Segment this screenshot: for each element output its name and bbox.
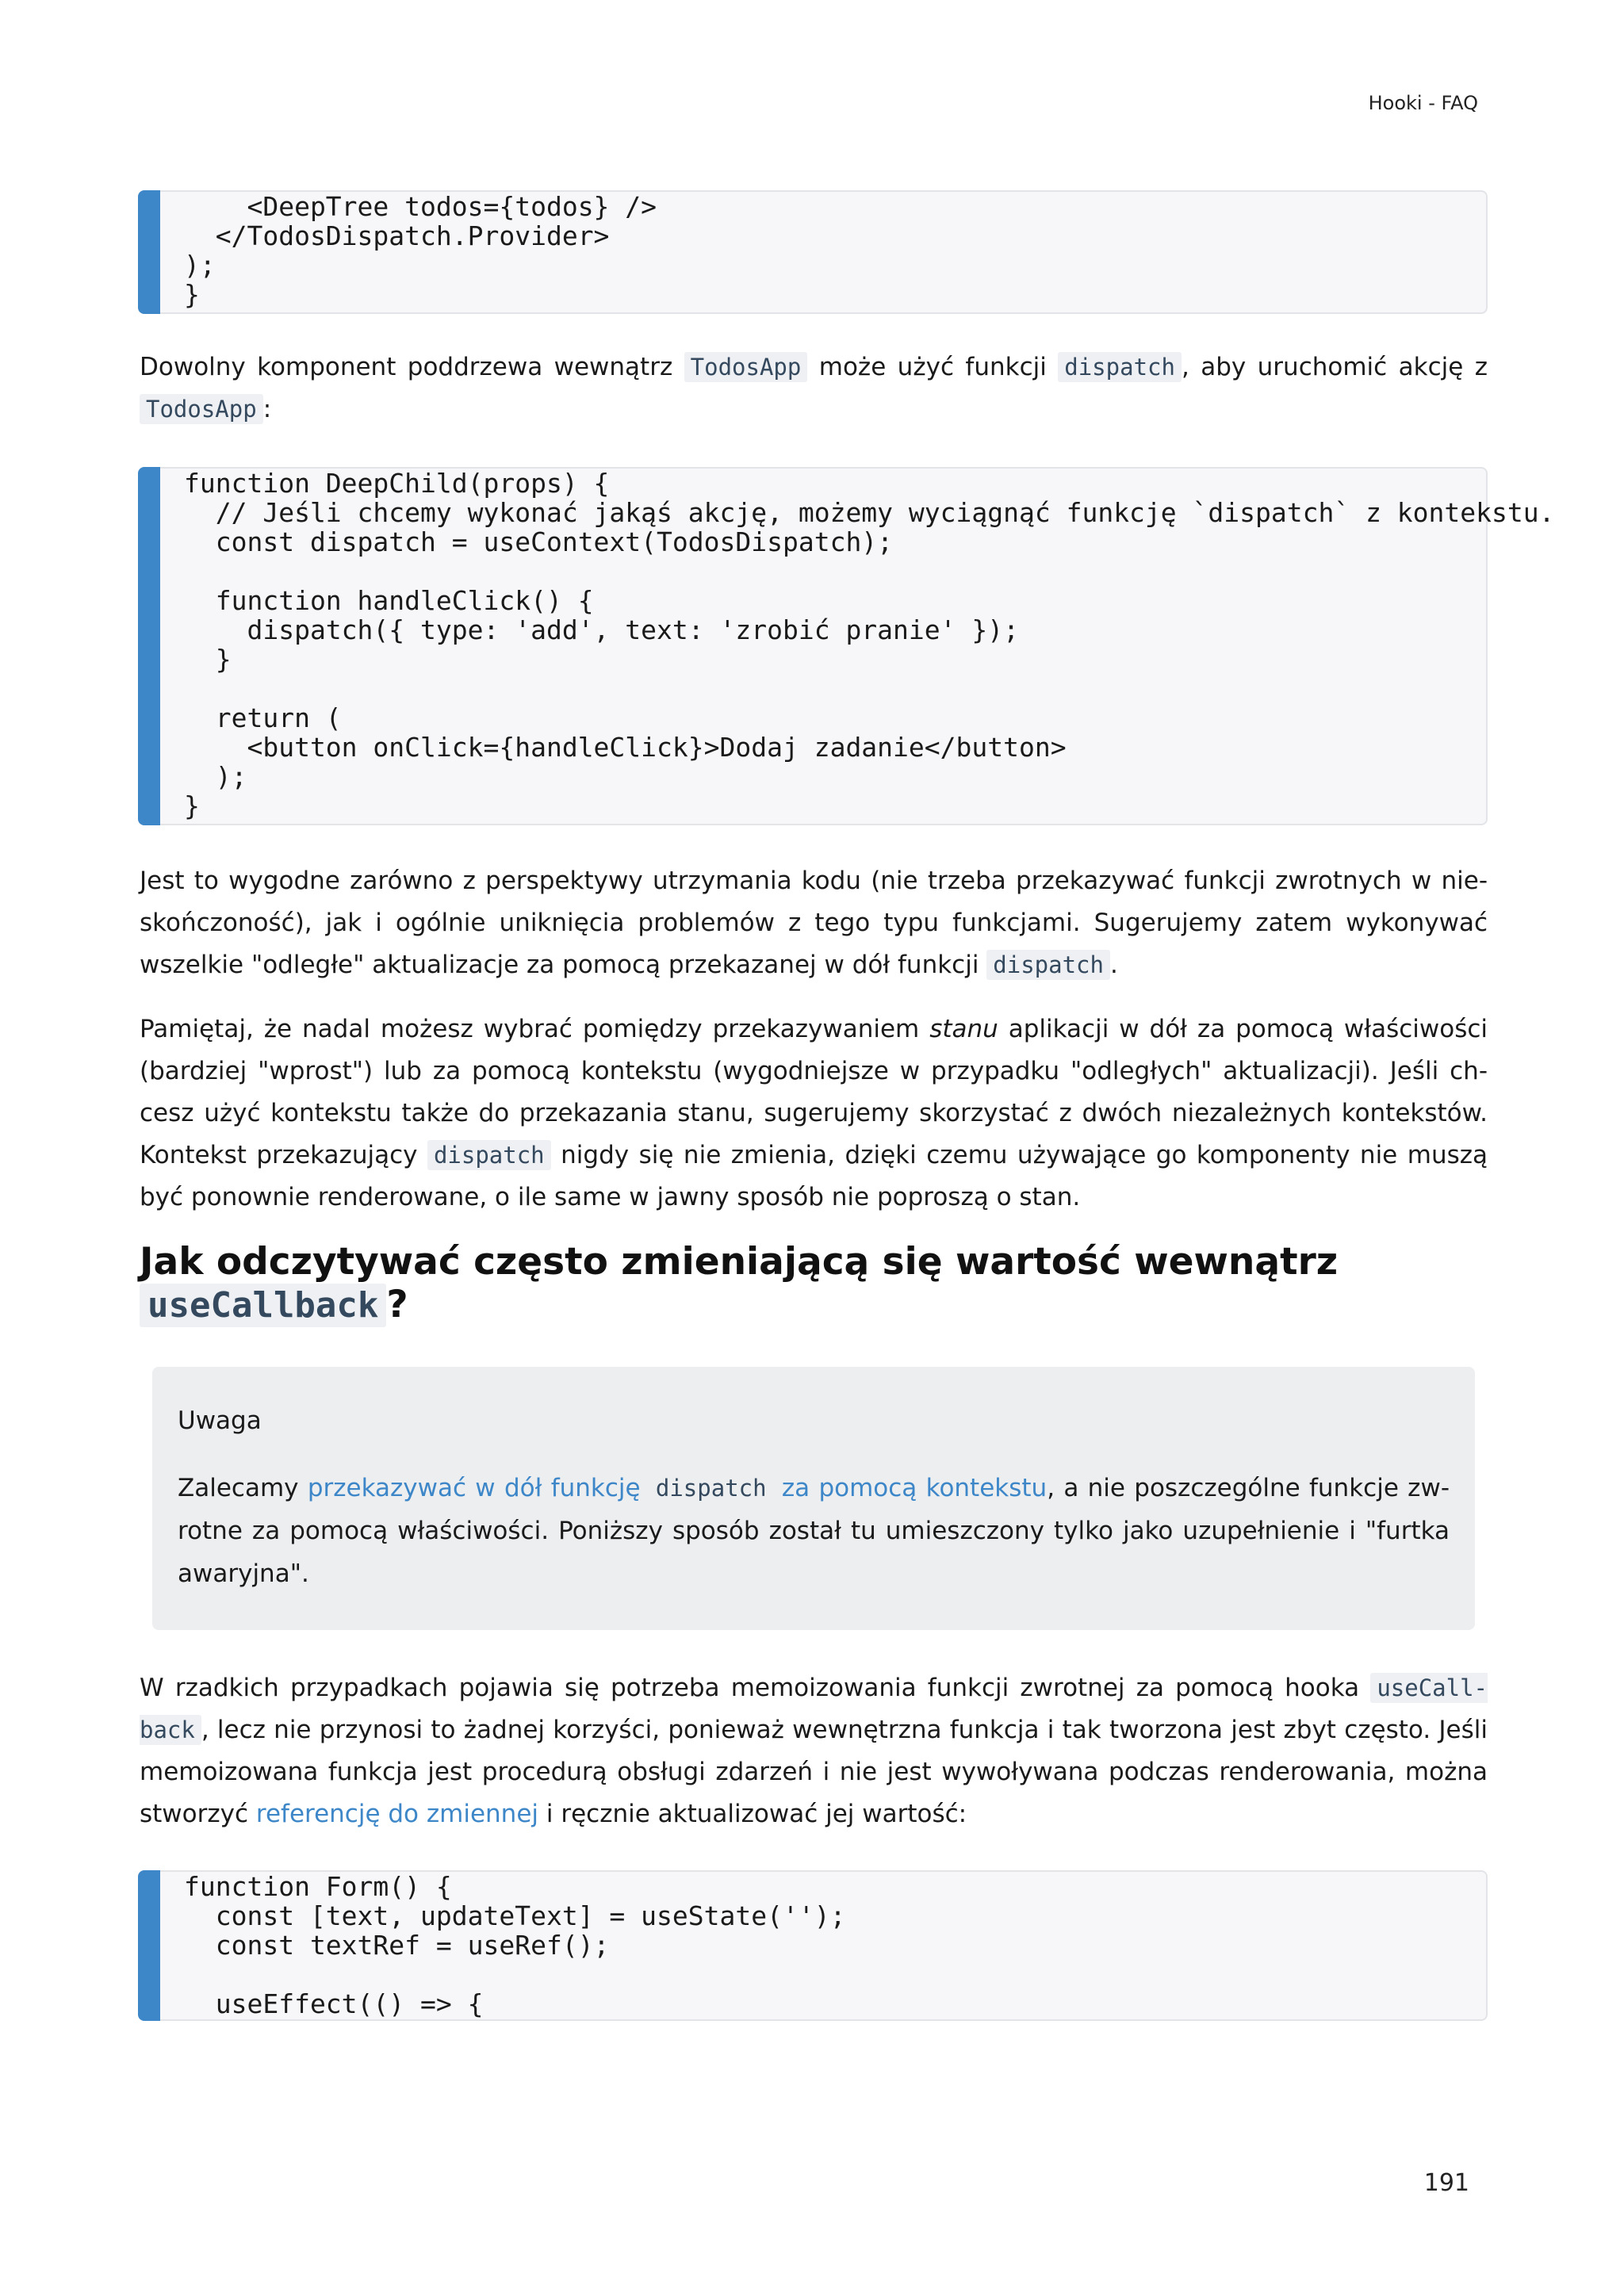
paragraph-intro	[140, 346, 1488, 430]
note-title: Uwaga	[178, 1406, 262, 1435]
code-line: <button onClick={handleClick}>Dodaj zadanie</button>	[184, 732, 1067, 763]
code-line: <DeepTree todos={todos} />	[184, 191, 657, 222]
code-line: useEffect(() => {	[184, 1988, 484, 2019]
inline-code: TodosApp	[140, 394, 263, 424]
code-listing	[140, 192, 1486, 309]
inline-code: useCallback	[140, 1284, 386, 1327]
code-block-deeptree	[138, 190, 1488, 314]
code-line: );	[184, 761, 247, 792]
code-line: dispatch({ type: 'add', text: 'zrobić pranie' });	[184, 614, 1019, 645]
page-number: 191	[1423, 2169, 1469, 2197]
text-span: W rzadkich przypadkach pojawia się potrzeba memoizowania funkcji zwrotnej za pomocą hooka	[140, 1674, 1371, 1702]
code-line	[184, 557, 1486, 586]
inline-code: dispatch	[1058, 352, 1182, 382]
heading-text: ?	[386, 1283, 408, 1326]
code-block-deepchild	[138, 467, 1555, 825]
code-line: }	[184, 790, 200, 821]
emphasis: stanu	[929, 1015, 998, 1043]
text-span: nigdy się nie zmienia, dzięki czemu używające go komponenty nie muszą być ponownie renderowane, o ile same w jawny sposób nie poproszą o stan.	[140, 1141, 1488, 1211]
inline-code: useCallback	[140, 1674, 1488, 1743]
inline-code: dispatch	[655, 1475, 767, 1502]
note-box	[152, 1367, 1475, 1630]
paragraph-rare-cases	[140, 1667, 1488, 1835]
inline-code: dispatch	[986, 950, 1110, 980]
text-span: aplikacji w dół za pomocą właściwości (bardziej "wprost") lub za pomocą kontekstu (wygodniejsze w przypadku "odległych" aktualizacji). Jeśli chcesz użyć kontekstu także do przekazania stanu, sugerujemy skorzystać z dwóch niezależnych kontekstów. Kontekst przekazujący	[140, 1015, 1488, 1169]
link-ref-to-variable[interactable]: referencję do zmiennej	[255, 1800, 539, 1828]
code-block-form	[138, 1870, 1488, 2021]
text-span: Jest to wygodne zarówno z perspektywy utrzymania kodu (nie trzeba przekazywać funkcji zwrotnych w nieskończoność), jak i ogólnie uniknięcia problemów z tego typu funkcjami. Sugerujemy zatem wykonywać wszelkie "odległe" aktualizacje za pomocą przekazanej w dół funkcji	[140, 867, 1488, 979]
code-line: // Jeśli chcemy wykonać jakąś akcję, możemy wyciągnąć funkcję `dispatch` z kontekstu.	[184, 497, 1555, 528]
text-span: .	[1109, 951, 1118, 979]
code-block-accent-bar	[138, 1870, 160, 2021]
running-header: Hooki - FAQ	[1368, 92, 1478, 114]
code-line: </TodosDispatch.Provider>	[184, 220, 610, 251]
code-line: function handleClick() {	[184, 585, 594, 616]
code-line: }	[184, 279, 200, 310]
inline-code: TodosApp	[684, 352, 808, 382]
text-span: może użyć funkcji	[807, 353, 1059, 381]
text-span: Dowolny komponent poddrzewa wewnątrz	[140, 353, 684, 381]
code-line	[184, 1960, 1486, 1989]
note-body	[178, 1467, 1450, 1595]
paragraph-convenience	[140, 860, 1488, 986]
code-line: function Form() {	[184, 1871, 452, 1902]
text-span: i ręcznie aktualizować jej wartość:	[538, 1800, 967, 1828]
code-block-accent-bar	[138, 467, 160, 825]
code-line: );	[184, 250, 216, 281]
code-listing	[140, 1872, 1486, 2019]
text-span: , lecz nie przynosi to żadnej korzyści, ponieważ wewnętrzna funkcja i tak tworzona jest zbyt często. Jeśli memoizowana funkcja jest procedurą obsługi zdarzeń i nie jest wywoływana podczas renderowania, można stworzyć	[140, 1716, 1488, 1828]
paragraph-state-vs-context	[140, 1008, 1488, 1219]
text-span: Pamiętaj, że nadal możesz wybrać pomiędzy przekazywaniem	[140, 1015, 930, 1043]
inline-code: dispatch	[427, 1140, 551, 1170]
code-line: const textRef = useRef();	[184, 1930, 610, 1961]
link-pass-dispatch-down[interactable]: przekazywać w dół funkcję dispatch za pomocą kontekstu	[307, 1474, 1048, 1502]
code-line: function DeepChild(props) {	[184, 468, 610, 499]
code-line: return (	[184, 702, 342, 733]
text-span: Zalecamy	[178, 1474, 308, 1502]
code-line	[184, 674, 1486, 703]
heading-text: Jak odczytywać często zmieniającą się wartość wewnątrz	[140, 1240, 1339, 1284]
code-listing	[140, 468, 1555, 821]
code-line: const [text, updateText] = useState('');	[184, 1900, 846, 1931]
text-span: , a nie poszczególne funkcje zwrotne za pomocą właściwości. Poniższy sposób został tu umieszczony tylko jako uzupełnienie i "furtka awaryjna".	[178, 1474, 1450, 1588]
section-heading	[140, 1241, 1503, 1327]
code-line: }	[184, 644, 232, 675]
code-block-accent-bar	[138, 190, 160, 314]
text-span: :	[262, 395, 272, 423]
text-span: , aby uruchomić akcję z	[1181, 353, 1488, 381]
code-line: const dispatch = useContext(TodosDispatch);	[184, 526, 894, 557]
